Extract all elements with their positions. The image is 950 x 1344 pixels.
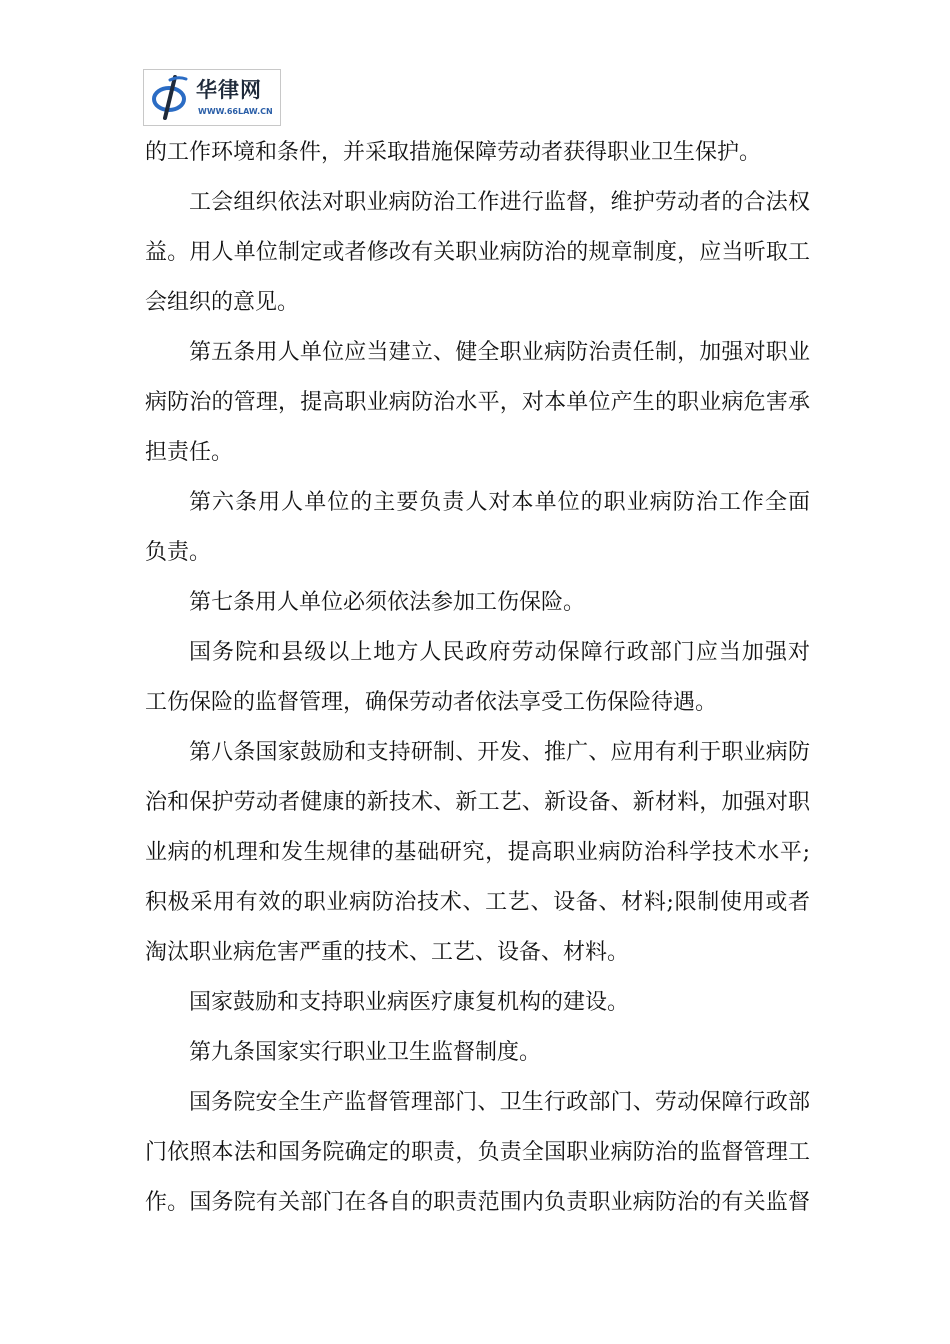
text-line: 作。国务院有关部门在各自的职责范围内负责职业病防治的有关监督	[145, 1190, 810, 1215]
text-line: 担责任。	[145, 440, 234, 465]
text-line: 病防治的管理，提高职业病防治水平，对本单位产生的职业病危害承	[145, 390, 810, 415]
text-line: 第六条用人单位的主要负责人对本单位的职业病防治工作全面	[189, 490, 810, 515]
text-line: 国务院和县级以上地方人民政府劳动保障行政部门应当加强对	[189, 640, 810, 665]
text-line: 国家鼓励和支持职业病医疗康复机构的建设。	[189, 990, 630, 1015]
text-line: 第八条国家鼓励和支持研制、开发、推广、应用有利于职业病防	[189, 740, 810, 765]
logo-name: 华律网	[196, 78, 262, 102]
text-line: 治和保护劳动者健康的新技术、新工艺、新设备、新材料，加强对职	[145, 790, 810, 815]
text-line: 国务院安全生产监督管理部门、卫生行政部门、劳动保障行政部	[189, 1090, 810, 1115]
text-line: 益。用人单位制定或者修改有关职业病防治的规章制度，应当听取工	[145, 240, 810, 265]
document-body	[145, 128, 810, 1228]
text-line: 第五条用人单位应当建立、健全职业病防治责任制，加强对职业	[189, 340, 810, 365]
text-line: 工会组织依法对职业病防治工作进行监督，维护劳动者的合法权	[189, 190, 810, 215]
text-line: 的工作环境和条件，并采取措施保障劳动者获得职业卫生保护。	[145, 140, 762, 165]
text-line: 工伤保险的监督管理，确保劳动者依法享受工伤保险待遇。	[145, 690, 718, 715]
logo-emblem-icon	[148, 74, 194, 120]
text-line: 积极采用有效的职业病防治技术、工艺、设备、材料;限制使用或者	[145, 890, 810, 915]
text-line: 第九条国家实行职业卫生监督制度。	[189, 1040, 542, 1065]
text-line: 负责。	[145, 540, 212, 565]
text-line: 淘汰职业病危害严重的技术、工艺、设备、材料。	[145, 940, 630, 965]
site-logo[interactable]	[143, 69, 281, 126]
text-line: 第七条用人单位必须依法参加工伤保险。	[189, 590, 586, 615]
logo-url: WWW.66LAW.CN	[198, 107, 273, 116]
text-line: 门依照本法和国务院确定的职责，负责全国职业病防治的监督管理工	[145, 1140, 810, 1165]
text-line: 会组织的意见。	[145, 290, 300, 315]
text-line: 业病的机理和发生规律的基础研究，提高职业病防治科学技术水平;	[145, 840, 810, 865]
